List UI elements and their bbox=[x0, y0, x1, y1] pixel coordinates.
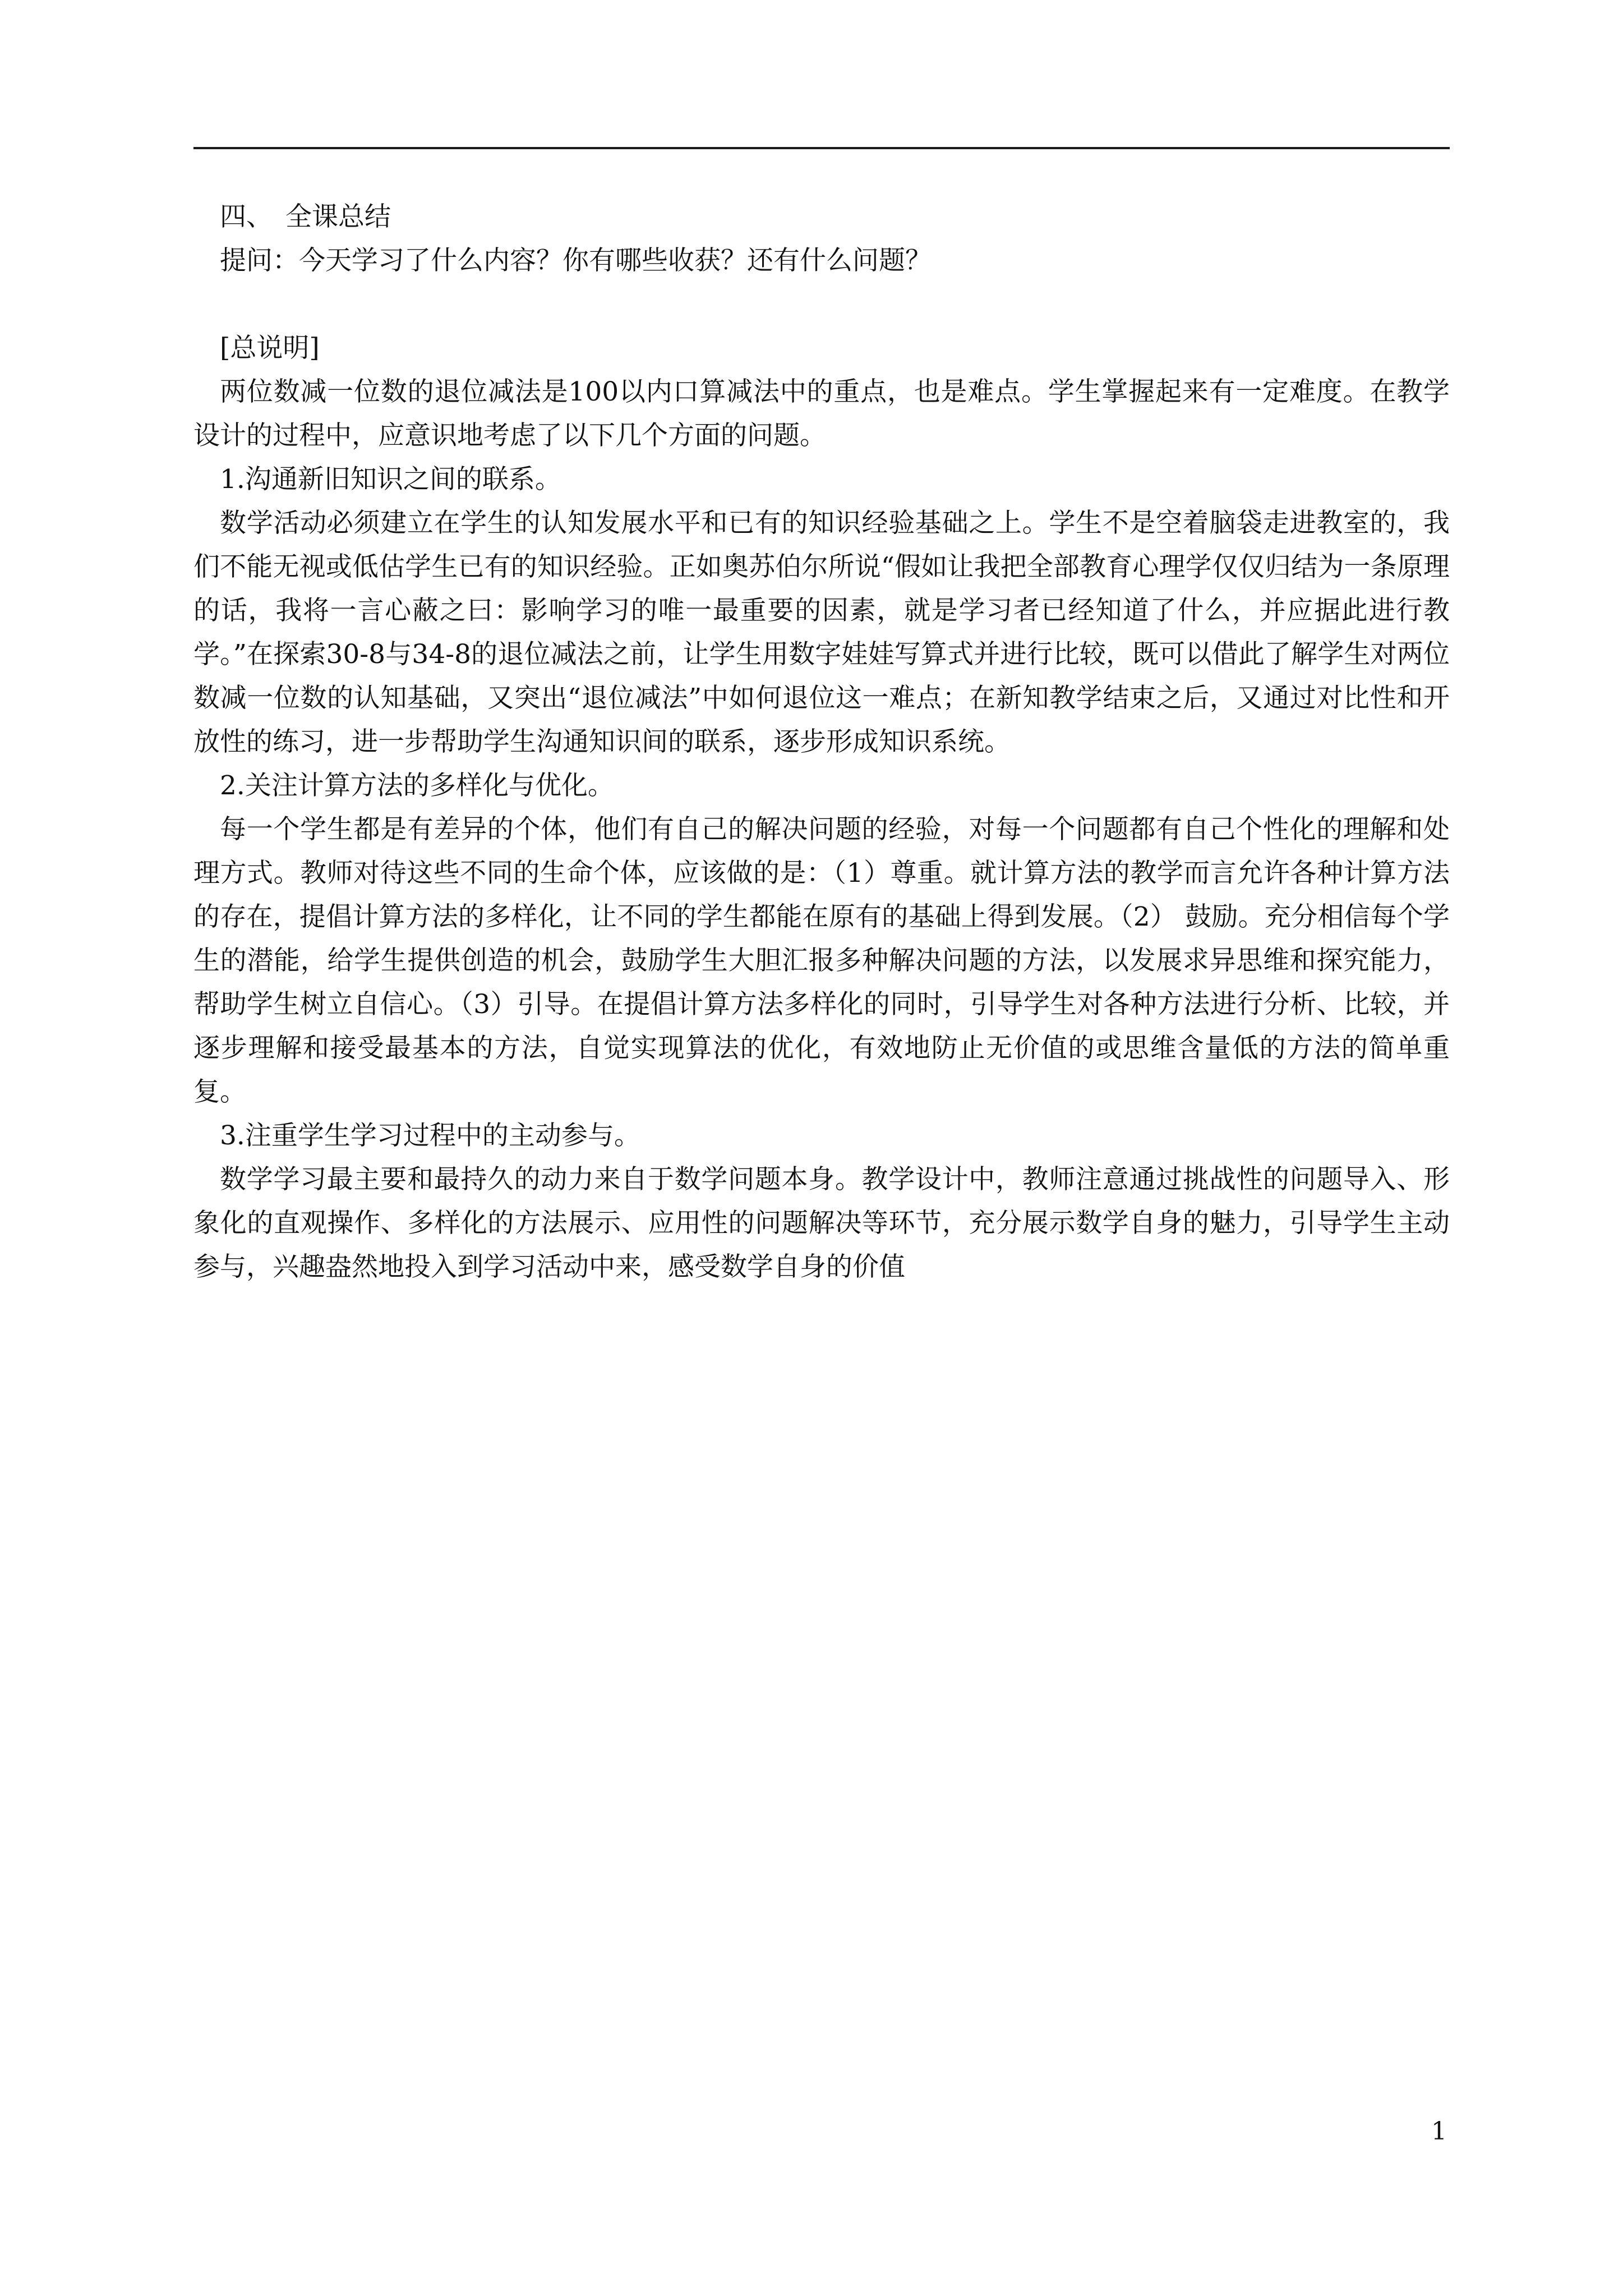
intro-paragraph: 两位数减一位数的退位减法是100以内口算减法中的重点，也是难点。学生掌握起来有一定难度。在教学设计的过程中，应意识地考虑了以下几个方面的问题。 bbox=[193, 376, 1450, 451]
point-body-2: 每一个学生都是有差异的个体，他们有自己的解决问题的经验，对每一个问题都有自己个性化的理解和处理方式。教师对待这些不同的生命个体，应该做的是：（1）尊重。就计算方法的教学而言允许各种计算方法的存在，提倡计算方法的多样化，让不同的学生都能在原有的基础上得到发展。（2） 鼓励。充分相信每个学生的潜能，给学生提供创造的机会，鼓励学生大胆汇报多种解决问题的方法，以发展求异思维和探究能力，帮助学生树立自信心。（3）引导。在提倡计算方法多样化的同时，引导学生对各种方法进行分析、比较，并逐步理解和接受最基本的方法，自觉实现算法的优化，有效地防止无价值的或思维含量低的方法的简单重复。 bbox=[193, 814, 1450, 1107]
note-label: [总说明] bbox=[220, 333, 320, 364]
document-body bbox=[193, 195, 1450, 1289]
page-number: 1 bbox=[1431, 2117, 1447, 2146]
point-heading-3: 3.注重学生学习过程中的主动参与。 bbox=[220, 1120, 640, 1151]
header-rule bbox=[193, 147, 1450, 149]
point-heading-2: 2.关注计算方法的多样化与优化。 bbox=[220, 770, 614, 801]
summary-question: 提问：今天学习了什么内容？你有哪些收获？还有什么问题？ bbox=[220, 245, 932, 276]
point-body-1: 数学活动必须建立在学生的认知发展水平和已有的知识经验基础之上。学生不是空着脑袋走进教室的，我们不能无视或低估学生已有的知识经验。正如奥苏伯尔所说“假如让我把全部教育心理学仅仅归结为一条原理的话，我将一言心蔽之曰：影响学习的唯一最重要的因素，就是学习者已经知道了什么，并应据此进行教学。”在探索30-8与34-8的退位减法之前，让学生用数字娃娃写算式并进行比较，既可以借此了解学生对两位数减一位数的认知基础，又突出“退位减法”中如何退位这一难点；在新知教学结束之后，又通过对比性和开放性的练习，进一步帮助学生沟通知识间的联系，逐步形成知识系统。 bbox=[193, 508, 1450, 757]
point-heading-1: 1.沟通新旧知识之间的联系。 bbox=[220, 464, 561, 495]
point-body-3: 数学学习最主要和最持久的动力来自于数学问题本身。教学设计中，教师注意通过挑战性的问题导入、形象化的直观操作、多样化的方法展示、应用性的问题解决等环节，充分展示数学自身的魅力，引导学生主动参与，兴趣盎然地投入到学习活动中来，感受数学自身的价值 bbox=[193, 1164, 1450, 1282]
section-heading: 四、 全课总结 bbox=[220, 201, 391, 232]
